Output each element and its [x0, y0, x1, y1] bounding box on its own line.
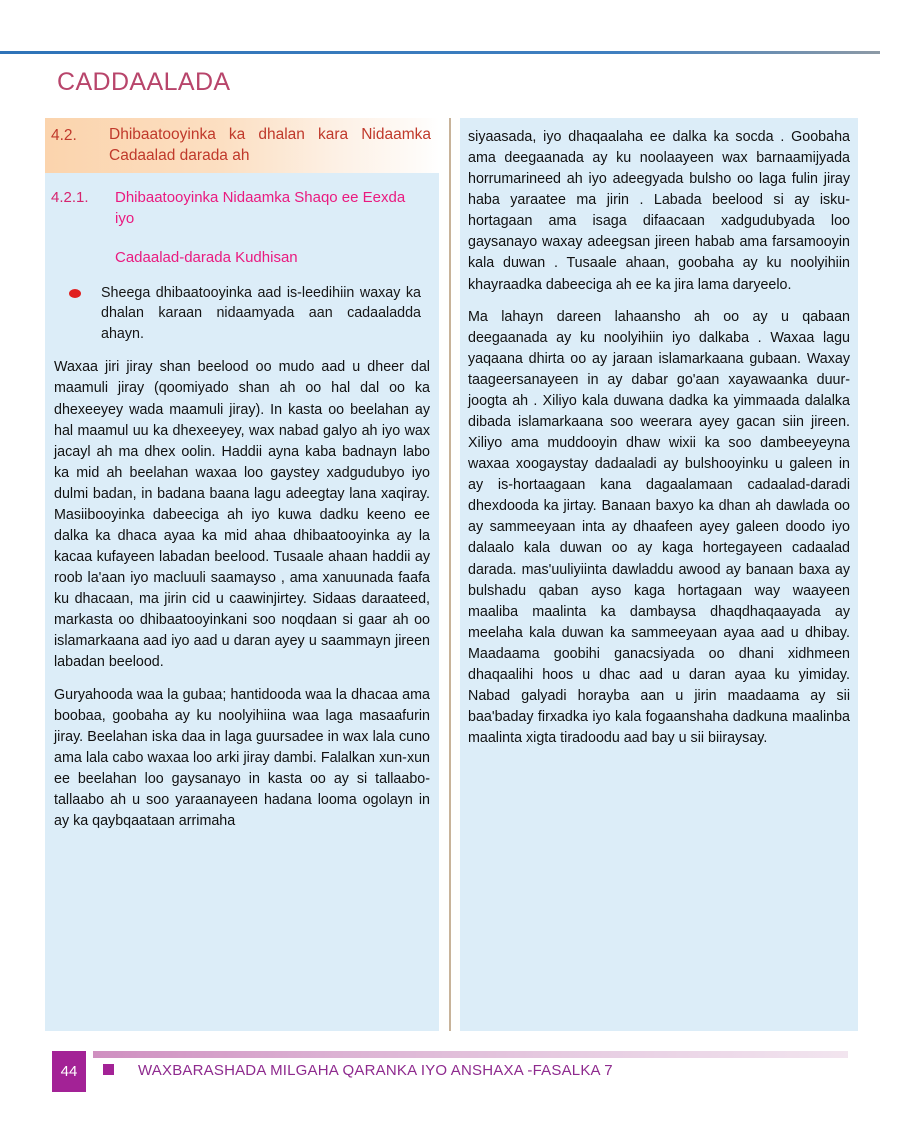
section-heading	[45, 118, 439, 173]
bullet-text: Sheega dhibaatooyinka aad is-leedihiin waxay ka dhalan karaan nidaamyada aan cadaaladda ahayn.	[101, 284, 421, 342]
footer-square-icon	[103, 1064, 114, 1075]
subsection-title-group	[115, 187, 427, 269]
left-paragraph-1: Waxaa jiri jiray shan beelood oo mudo aad u dheer dal maamuli jiray (qoomiyado shan ah oo hal dal oo ka dhexeeyey wada maamuli jiray). In kasta oo beelahan ay hal maamul uu ka dhexeeyey, wax nabad galyo ah iyo wax jacayl ah ma dhex oolin. Haddii ayna kaba badnayn labo ka mid ah beelahan waxaa loo gaystey xadgudubyo iyo dulmi badan, in badana baana lagu adeegtay lana xaqiray. Masiibooyinka dabeeciga ah iyo kuwa dadku keeno ee dalka ka dhaca ayaa ka mid ahaa dhibaatooyinka ay la kacaa kufayeen labadan beelood. Tusaale ahaan haddii ay roob la'aan iyo macluuli saamayso , ama xanuunada faafa ku dhacaan, ma jirin cid u caawinjirtey. Sidaas daraateed, markasta oo dhibaatooyinkani soo noqdaan si gaar ah oo islamarkaana aad iyo aad u daran ayey u saammayn jireen labadan beelood.	[54, 359, 430, 671]
bullet-dot-icon	[69, 289, 81, 298]
section-title: Dhibaatooyinka ka dhalan kara Nidaamka Cadaalad darada ah	[109, 126, 431, 165]
page-title: CADDAALADA	[57, 68, 231, 96]
left-column	[45, 118, 439, 1031]
subsection-title-line2: Cadaalad-darada Kudhisan	[115, 249, 298, 267]
column-divider	[449, 118, 451, 1031]
section-number: 4.2.	[51, 127, 77, 144]
footer-rule	[93, 1051, 848, 1058]
footer-title: WAXBARASHADA MILGAHA QARANKA IYO ANSHAXA -FASALKA 7	[138, 1062, 613, 1079]
left-paragraph-2: Guryahooda waa la gubaa; hantidooda waa la dhacaa ama boobaa, goobaha ay ku noolyihiina waa laga masaafurin jiray. Beelahan iska daa in laga guursadee in wax lala cuno ama lala cabo waxaa loo arki jiray dambi. Falalkan xun-xun ee beelahan loo gaysanayo in kasta oo ay si tallaabo-tallaabo ah u soo yaraanayeen hadana looma ogolayn in ay ka qaybqaataan arrimaha	[54, 686, 430, 830]
right-paragraph-2: Ma lahayn dareen lahaansho ah oo ay u qabaan deegaanada ay ku noolyihiin iyo dalkaba . Waxaa lagu yaqaana dhirta oo ay jaraan islamarkaana gubaan. Waxay taageersanayeen in ay dabar go'aan xayawaanka duur-joogta ah . Xiliyo kala duwana dadka ka yimmaada dalalka dibada islamarkaana soo weerara ayey gacan siin jireen. Xiliyo ama muddooyin dhaw wixii ka soo dambeeyeyna waxaa xoogaystay dadaaladi ay bulshooyinku u galeen in ay is-hortaagaan kana dagaalamaan cadaalad-daradi dhexdooda ka jirtay. Banaan baxyo ka dhan ah dawlada oo ay sammeeyaan inta ay dhaafeen ayey galeen doodo iyo dalaalo kala duwan oo ay kaga hortegayeen cadaalad darada. mas'uuliyiinta dawladdu awood ay banaan baxa ay bulshadu qaban ayso kaga hortagaan way waayeen maaliba maalinta ka dambaysa dhaqdhaqaayada ay meelaha kala duwan ka sammeeyaan ayaa aad u dhibay. Maadaama goobihi ganacsiyada oo dhani xidhmeen dhaqaalihi hoos u dhac aad u daran ayaa ku yimiday. Nabad galyadi horayba aan u jirin maadaama ay sii baa'baday firxadka iyo kala fogaanshaha dadkuna maalinba maalinta xigta tiradoodu aad bay u sii biiraysay.	[468, 308, 850, 747]
subsection-title-line1: Dhibaatooyinka Nidaamka Shaqo ee Eexda iyo	[115, 188, 406, 228]
subsection-heading	[45, 173, 439, 269]
activity-bullet-item	[45, 269, 439, 345]
page-number-badge: 44	[52, 1051, 86, 1092]
content-columns	[45, 118, 858, 1031]
right-paragraph-1: siyaasada, iyo dhaqaalaha ee dalka ka socda . Goobaha ama deegaanada ay ku noolaayeen wax barnaamijyada horrumarineed ah iyo adeegyada bulsho oo laga fulin jiray haba yaraatee ma jirin . Labada beelood si ay isku-hortagaan ama isaga difaacaan xadgudubyada loo gaysanayo waxay adeegsan jireen habab ama farsamooyin kala duwan . Tusaale ahaan, goobaha ay ku noolyihiin khayraadka dabeeciga ah ee ka jira lama daryeelo.	[468, 129, 850, 293]
subsection-number: 4.2.1.	[51, 188, 89, 206]
header-rule	[0, 51, 880, 54]
page-footer	[0, 1040, 900, 1125]
right-column	[460, 118, 858, 1031]
